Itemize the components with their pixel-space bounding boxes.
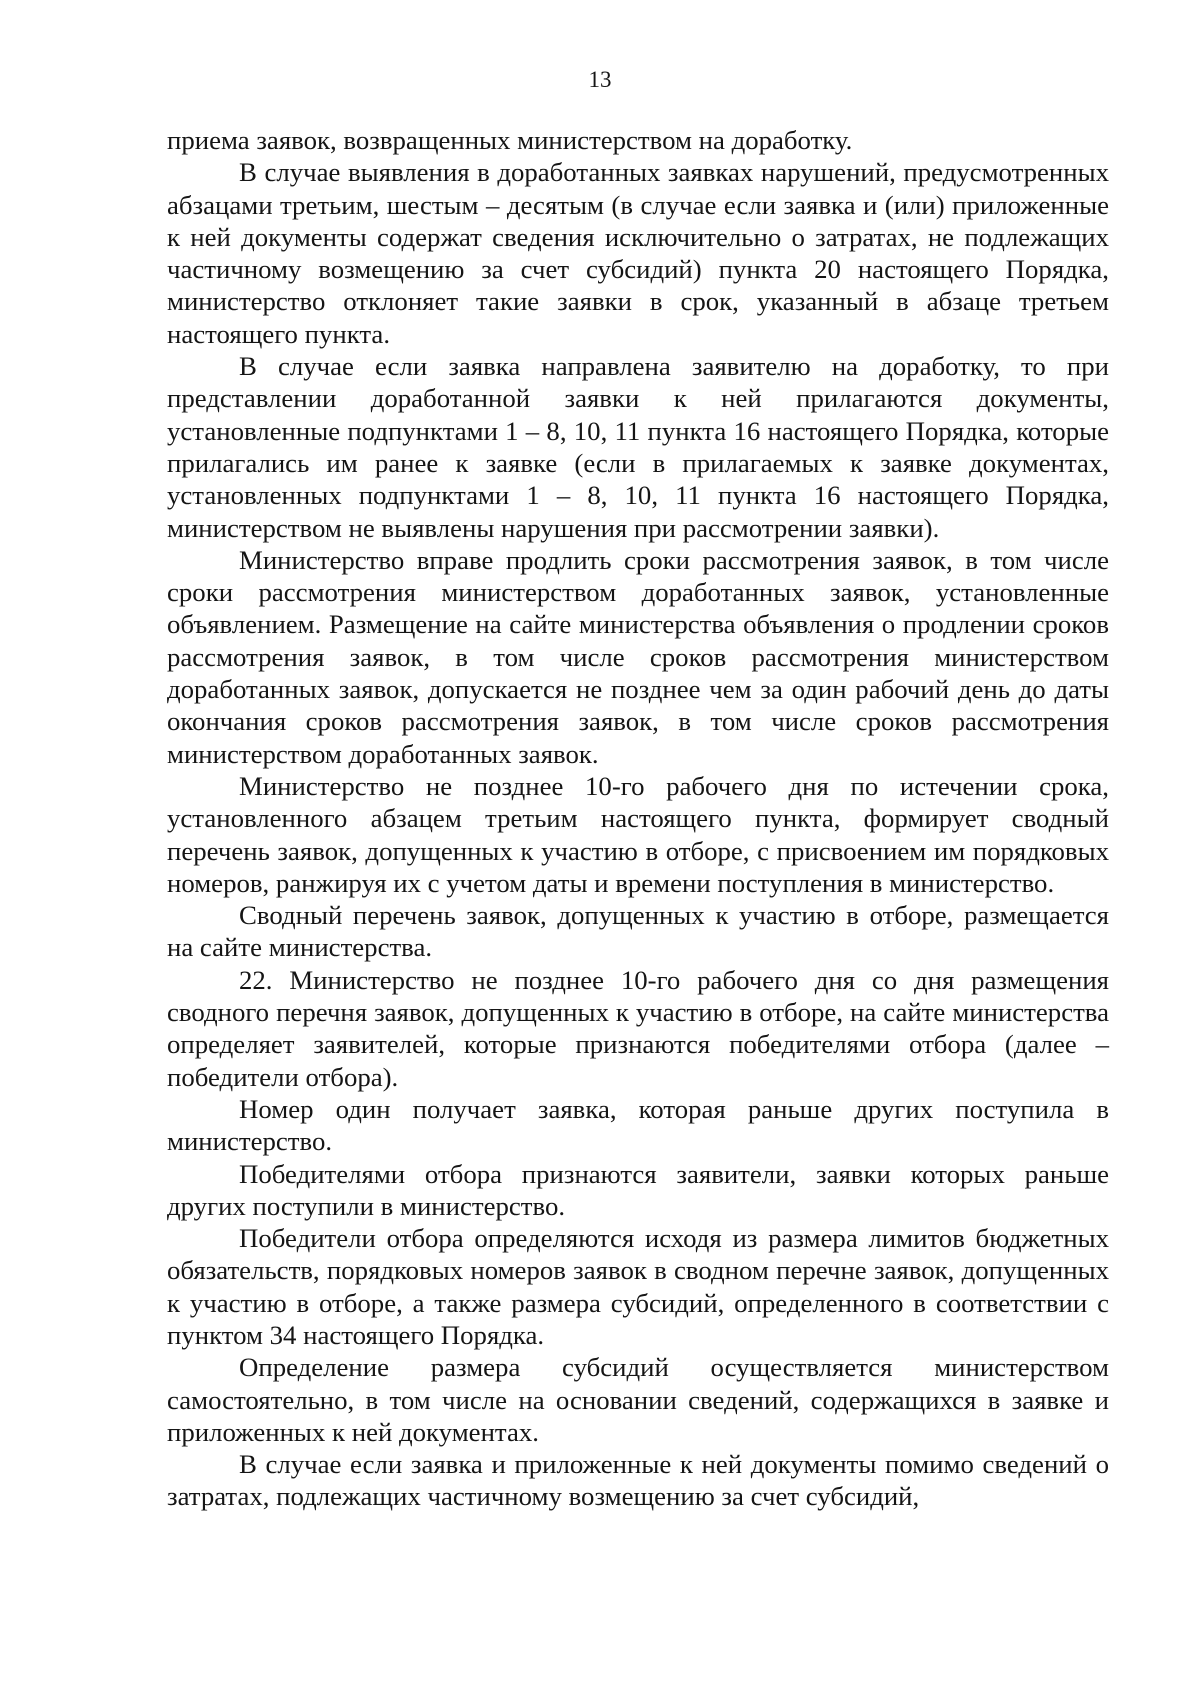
paragraph: Определение размера субсидий осуществляется министерством самостоятельно, в том числе на основании сведений, содержащихся в заявке и приложенных к ней документах. [167, 1352, 1109, 1447]
paragraph: Министерство вправе продлить сроки рассмотрения заявок, в том числе сроки рассмотрения министерством доработанных заявок, установленные объявлением. Размещение на сайте министерства объявления о продлении сроков рассмотрения заявок, в том числе сроков рассмотрения министерством доработанных заявок, допускается не позднее чем за один рабочий день до даты окончания сроков рассмотрения заявок, в том числе сроков рассмотрения министерством доработанных заявок. [167, 544, 1109, 769]
paragraph: Победители отбора определяются исходя из размера лимитов бюджетных обязательств, порядковых номеров заявок в сводном перечне заявок, допущенных к участию в отборе, а также размера субсидий, определенного в соответствии с пунктом 34 настоящего Порядка. [167, 1223, 1109, 1350]
paragraph: Победителями отбора признаются заявители, заявки которых раньше других поступили в министерство. [167, 1158, 1109, 1221]
paragraph: В случае выявления в доработанных заявках нарушений, предусмотренных абзацами третьим, шестым – десятым (в случае если заявка и (или) приложенные к ней документы содержат сведения исключительно о затратах, не подлежащих частичному возмещению за счет субсидий) пункта 20 настоящего Порядка, министерство отклоняет такие заявки в срок, указанный в абзаце третьем настоящего пункта. [167, 157, 1109, 349]
paragraph: В случае если заявка и приложенные к ней документы помимо сведений о затратах, подлежащих частичному возмещению за счет субсидий, [167, 1449, 1109, 1512]
paragraph: Министерство не позднее 10-го рабочего дня по истечении срока, установленного абзацем третьим настоящего пункта, формирует сводный перечень заявок, допущенных к участию в отборе, с присвоением им порядковых номеров, ранжируя их с учетом даты и времени поступления в министерство. [167, 770, 1109, 898]
paragraph: Номер один получает заявка, которая раньше других поступила в министерство. [167, 1093, 1109, 1157]
paragraph: Сводный перечень заявок, допущенных к участию в отборе, размещается на сайте министерства. [167, 900, 1109, 963]
page-number: 13 [588, 67, 612, 92]
paragraph: 22. Министерство не позднее 10-го рабочего дня со дня размещения сводного перечня заявок, допущенных к участию в отборе, на сайте министерства определяет заявителей, которые признаются победителями отбора (далее – победители отбора). [167, 964, 1109, 1092]
document-body [167, 124, 1109, 1513]
paragraph: приема заявок, возвращенных министерством на доработку. [167, 125, 853, 155]
paragraph: В случае если заявка направлена заявителю на доработку, то при представлении доработанной заявки к ней прилагаются документы, установленные подпунктами 1 – 8, 10, 11 пункта 16 настоящего Порядка, которые прилагались им ранее к заявке (если в прилагаемых к заявке документах, установленных подпунктами 1 – 8, 10, 11 пункта 16 настоящего Порядка, министерством не выявлены нарушения при рассмотрении заявки). [167, 351, 1109, 543]
